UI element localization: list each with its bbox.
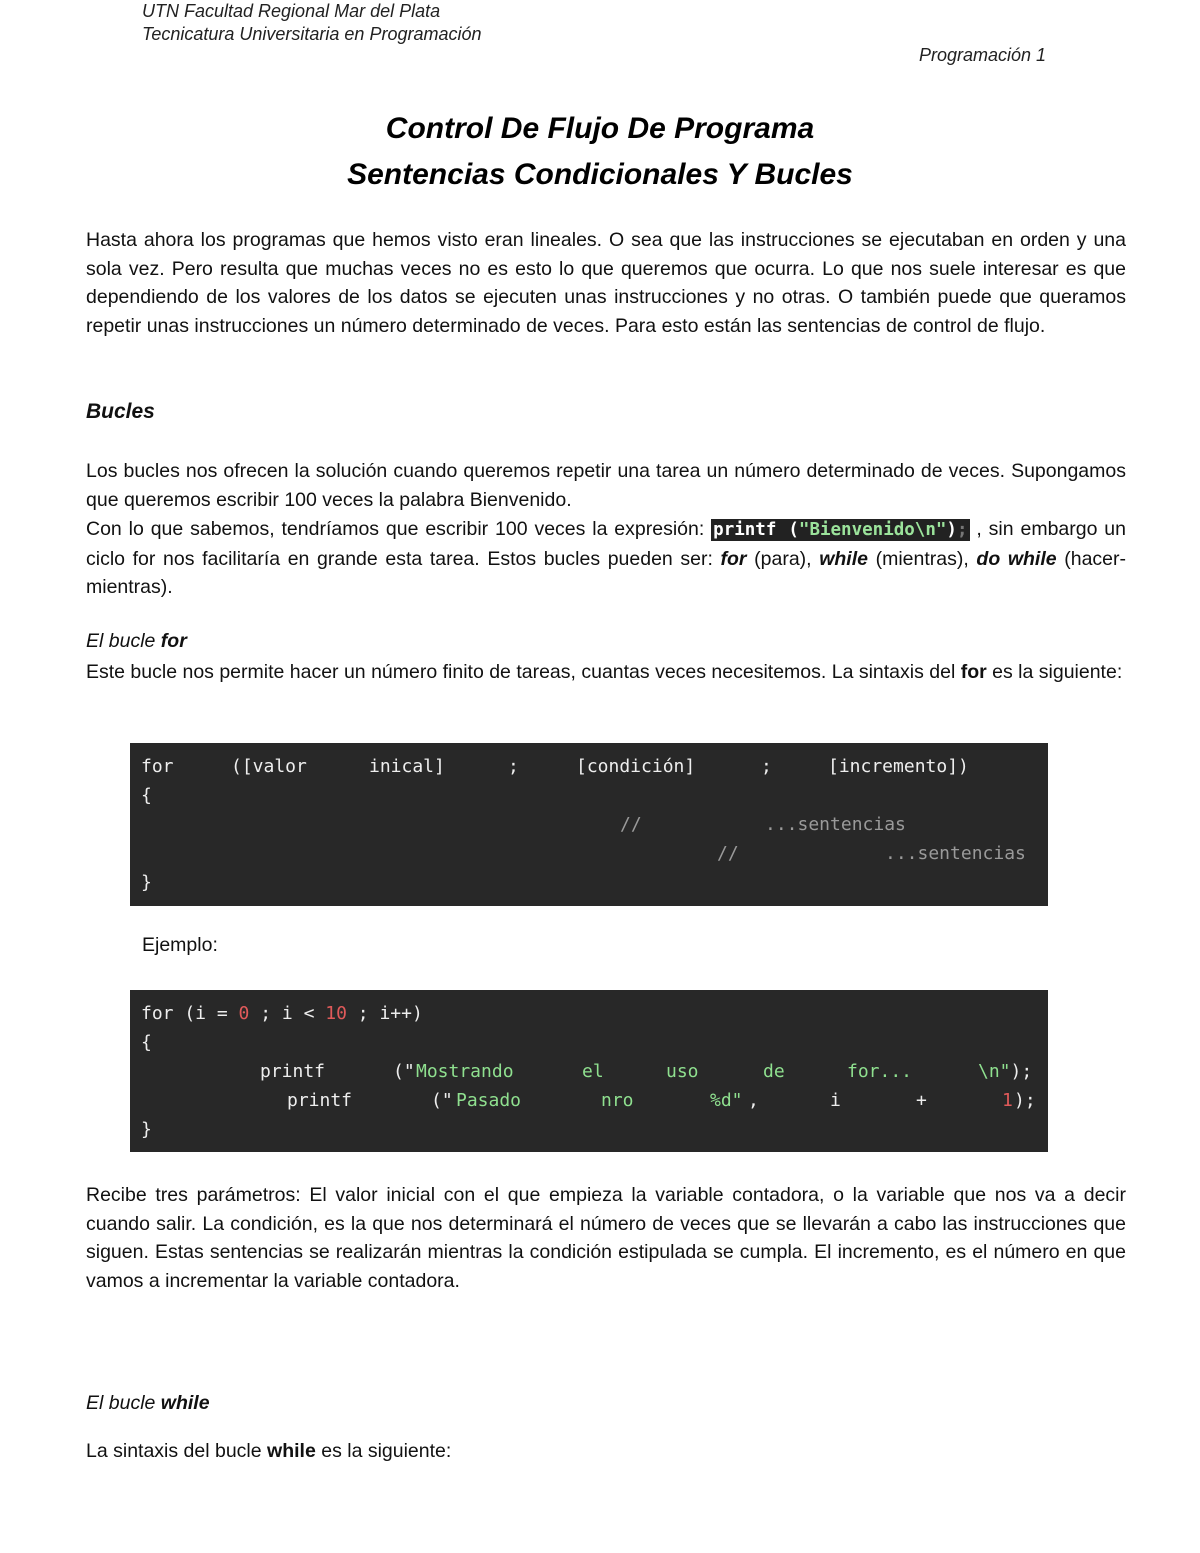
code-number: 10	[325, 1003, 347, 1024]
code-token: [incremento])	[828, 756, 969, 777]
code-brace-close: }	[141, 1119, 152, 1140]
code-token: ; i <	[249, 1003, 326, 1024]
for-intro-paragraph	[86, 658, 1126, 687]
keyword-while: while	[267, 1440, 316, 1462]
code-string: uso	[666, 1061, 699, 1082]
text: (mientras),	[875, 547, 969, 570]
institution-name: UTN Facultad Regional Mar del Plata	[142, 1, 441, 21]
text: La sintaxis del bucle	[86, 1440, 262, 1462]
program-name: Tecnicatura Universitaria en Programación	[142, 24, 482, 44]
for-explanation-paragraph: Recibe tres parámetros: El valor inicial con el que empieza la variable contadora, o la variable que nos va a decir cuando salir. La condición, es la que nos determinará el número de veces que se llevarán a cabo las instrucciones que siguen. Estas sentencias se realizarán mientras la condición estipulada se cumpla. El incremento, es el número en que vamos a incrementar la variable contadora.	[86, 1184, 1126, 1292]
code-string: Mostrando	[416, 1061, 514, 1082]
subheading-bucle-while	[86, 1392, 210, 1415]
keyword-while: while	[819, 547, 868, 570]
code-semicolon: ;	[956, 520, 968, 540]
code-token: ; i++)	[346, 1003, 423, 1024]
code-token: inical]	[369, 756, 445, 777]
inline-code-printf	[711, 519, 969, 541]
text: , sin embargo un ciclo for nos facilitaría en grande esta tarea. Estos bucles pueden ser:	[86, 518, 1126, 570]
code-token	[978, 1057, 1032, 1086]
code-brace-close: }	[141, 872, 152, 893]
code-string: for...	[847, 1061, 913, 1082]
page-header-left	[142, 0, 482, 46]
code-token: printf	[287, 1090, 353, 1111]
text: es la siguiente:	[321, 1440, 452, 1462]
code-token: for (i =	[141, 1003, 239, 1024]
code-comment: ...sentencias	[885, 843, 1026, 864]
code-string: "Bienvenido\n"	[798, 520, 947, 540]
code-string: el	[582, 1061, 604, 1082]
page-title: Control De Flujo De Programa	[385, 112, 815, 145]
bucles-paragraph-1: Los bucles nos ofrecen la solución cuando queremos repetir una tarea un número determinado de veces. Supongamos que queremos escribir 100 veces la palabra Bienvenido.	[86, 460, 1126, 511]
heading-keyword: while	[160, 1392, 210, 1414]
code-brace-open: {	[141, 1032, 152, 1053]
course-name: Programación 1	[919, 45, 1047, 65]
code-token: printf	[260, 1061, 326, 1082]
code-token: ;	[508, 756, 519, 777]
while-intro-paragraph	[86, 1440, 451, 1463]
code-comment: //	[620, 814, 642, 835]
code-comment: //	[717, 843, 739, 864]
code-string: \n"	[978, 1061, 1011, 1082]
code-token: ([valor	[231, 756, 307, 777]
heading-keyword: for	[160, 630, 187, 652]
for-example-code-block	[130, 990, 1048, 1152]
code-token: );	[1010, 1061, 1033, 1082]
code-paren: )	[946, 520, 957, 540]
code-line-1	[141, 999, 423, 1028]
code-token: +	[916, 1090, 927, 1111]
code-token: );	[1014, 1090, 1036, 1111]
code-token: ("	[393, 1061, 415, 1082]
code-token: ,	[748, 1090, 759, 1111]
text: (para),	[754, 547, 812, 570]
text: Con lo que sabemos, tendríamos que escribir 100 veces la expresión:	[86, 518, 705, 540]
code-string: Pasado	[456, 1090, 522, 1111]
heading-prefix: El bucle	[86, 1392, 156, 1414]
code-token	[393, 1057, 415, 1086]
code-string: nro	[601, 1090, 634, 1111]
keyword-for: for	[720, 547, 747, 570]
code-number: 1	[1002, 1090, 1013, 1111]
code-string: %d"	[710, 1090, 743, 1111]
code-string: de	[763, 1061, 785, 1082]
section-heading-bucles: Bucles	[86, 400, 155, 423]
subheading-bucle-for	[86, 630, 187, 653]
heading-prefix: El bucle	[86, 630, 156, 652]
bucles-paragraph-2	[86, 515, 1126, 602]
for-syntax-code-block	[130, 743, 1048, 906]
keyword-do-while: do while	[976, 547, 1057, 570]
text: Este bucle nos permite hacer un número finito de tareas, cuantas veces necesitemos. La sintaxis del	[86, 661, 956, 683]
text: (hacer-mientras).	[86, 547, 1127, 598]
example-label: Ejemplo:	[142, 934, 218, 956]
code-token: ;	[761, 756, 772, 777]
code-token: ("	[431, 1090, 453, 1111]
text: es la siguiente:	[992, 661, 1123, 683]
page-subtitle: Sentencias Condicionales Y Bucles	[347, 158, 853, 191]
code-token: for	[141, 756, 174, 777]
code-token: i	[830, 1090, 841, 1111]
code-fn: printf (	[713, 520, 799, 540]
intro-paragraph: Hasta ahora los programas que hemos visto eran lineales. O sea que las instrucciones se ejecutaban en orden y una sola vez. Pero resulta que muchas veces no es esto lo que queremos que ocurra. Lo que nos suele interesar es que dependiendo de los valores de los datos se ejecuten unas instrucciones y no otras. O también puede que queramos repetir unas instrucciones un número determinado de veces. Para esto están las sentencias de control de flujo.	[86, 229, 1126, 337]
code-comment: ...sentencias	[765, 814, 906, 835]
keyword-for: for	[960, 661, 987, 683]
code-token: [condición]	[576, 756, 696, 777]
code-brace-open: {	[141, 785, 152, 806]
code-number: 0	[238, 1003, 250, 1024]
